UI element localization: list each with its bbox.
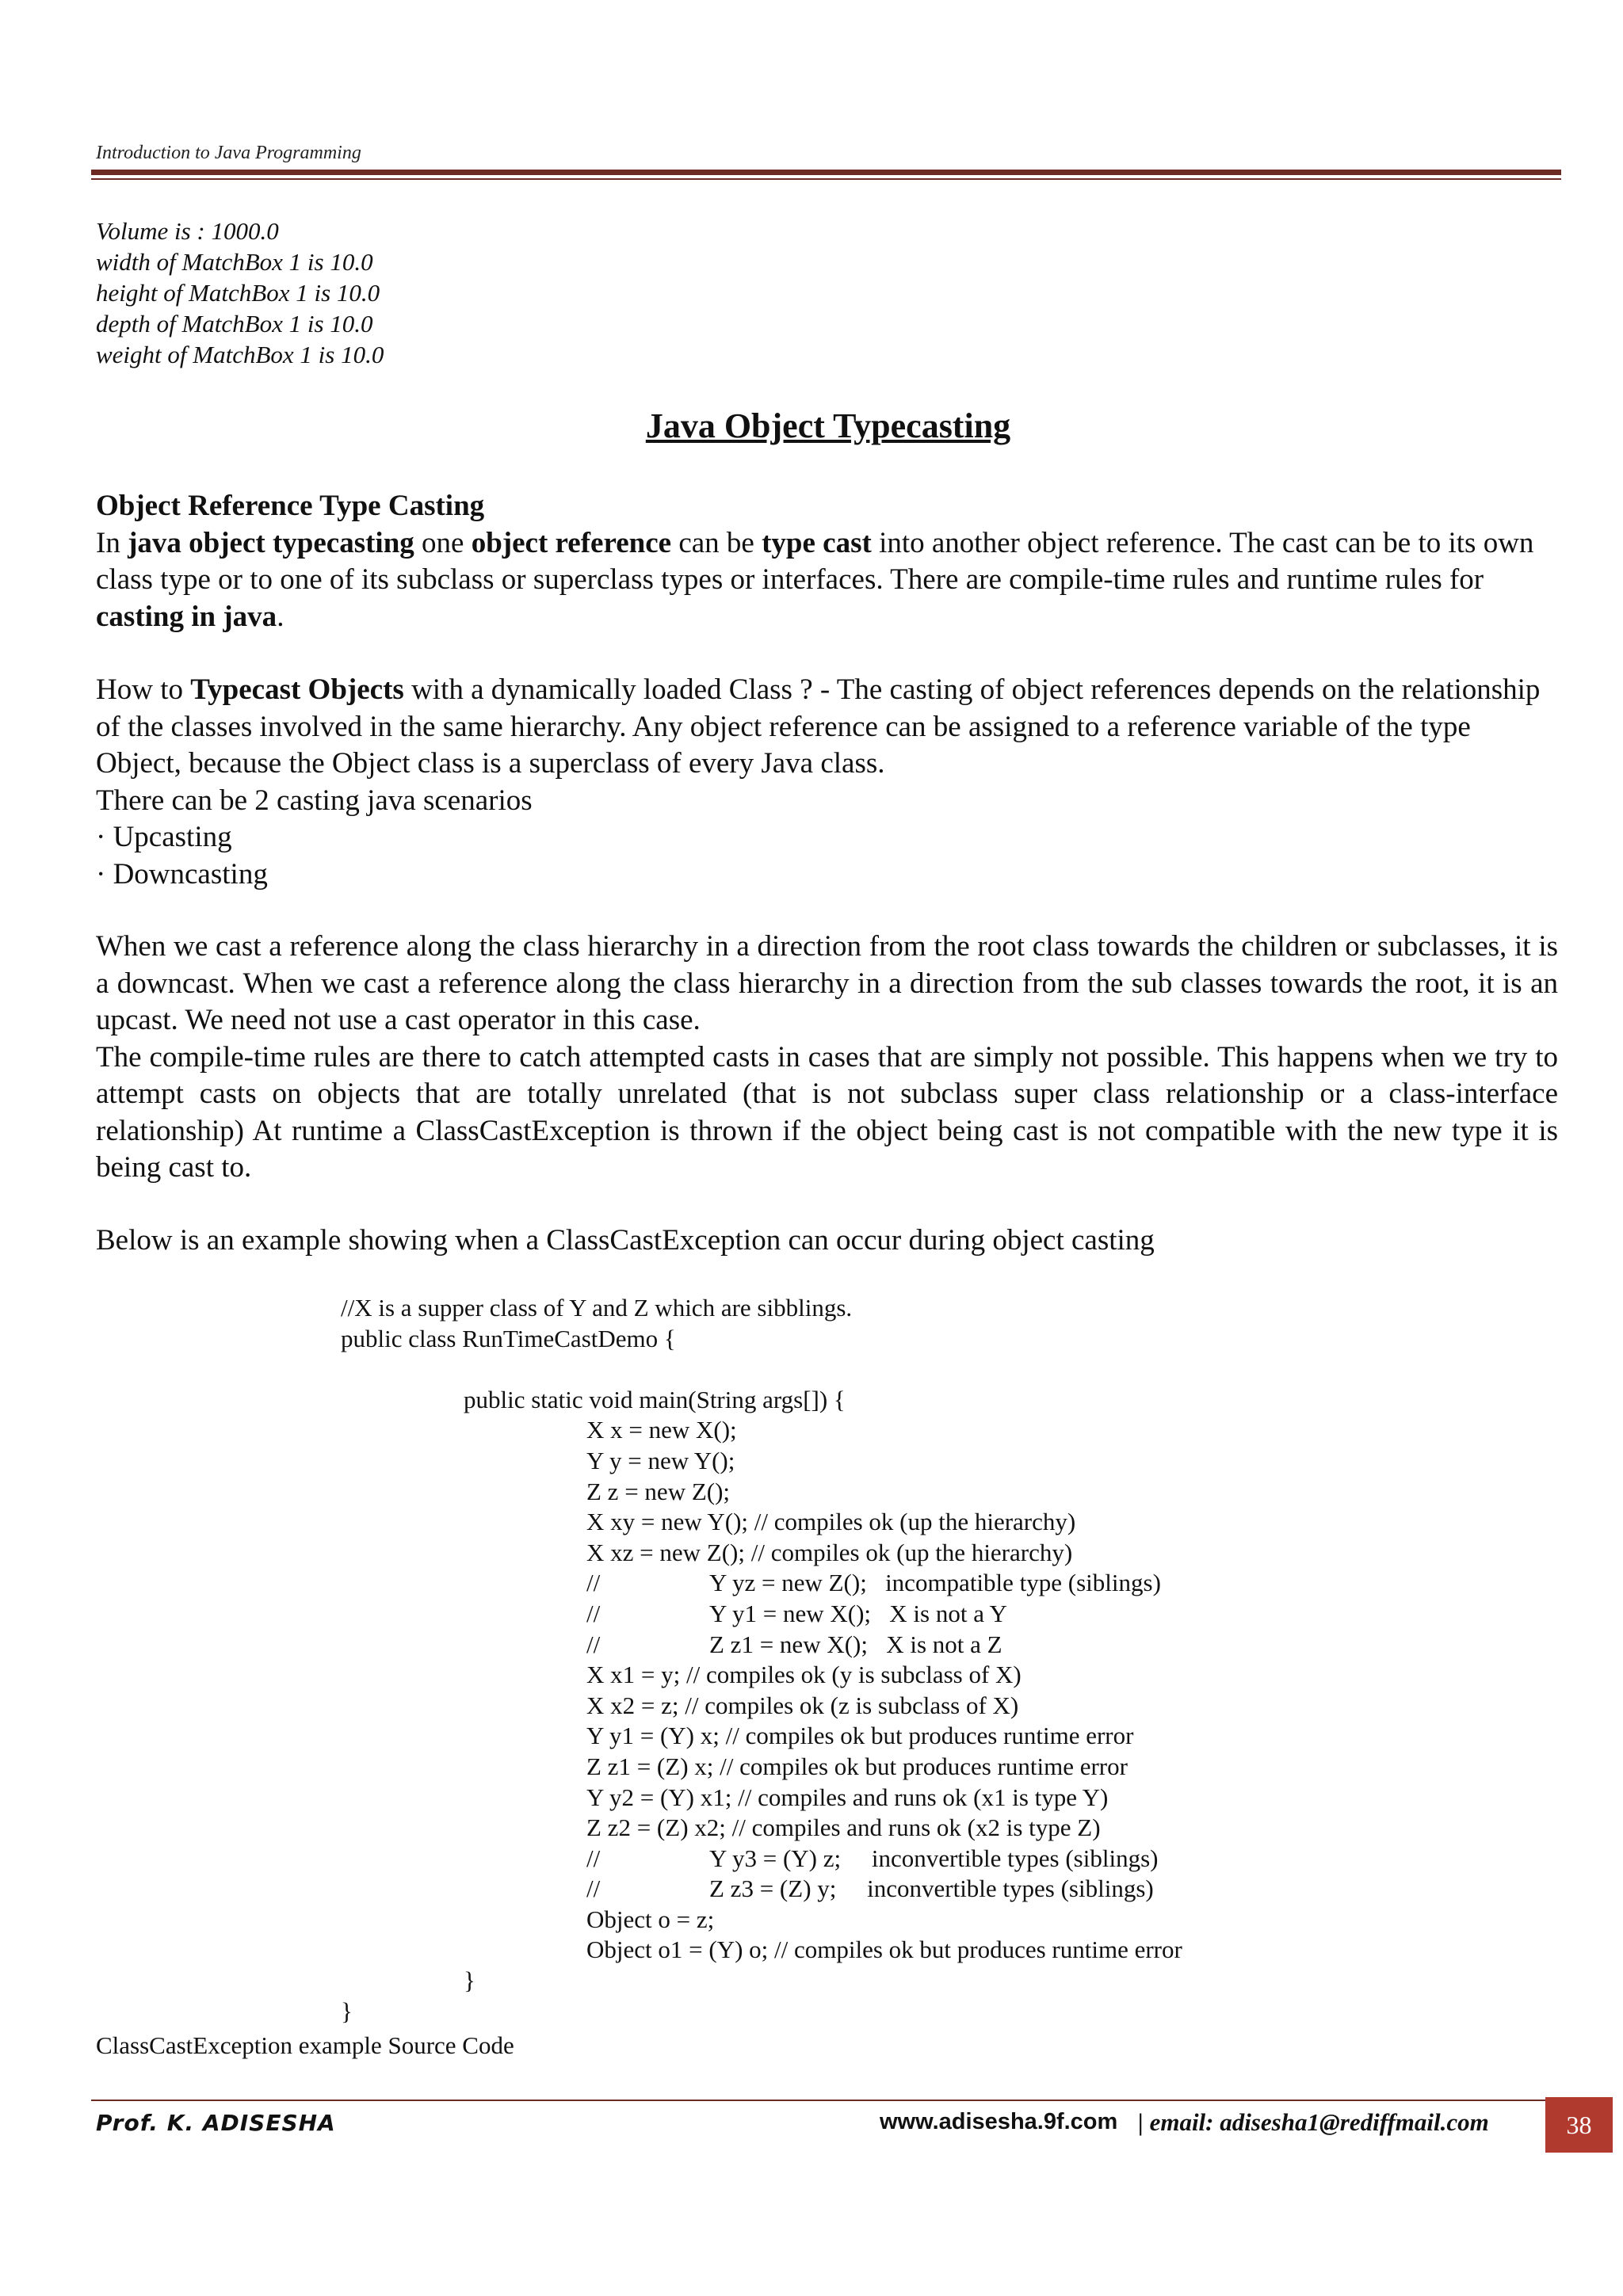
bullet-item: · Upcasting: [96, 821, 232, 853]
code-line: public static void main(String args[]) {: [464, 1385, 846, 1413]
code-listing: [341, 1293, 1371, 2027]
code-line: X xz = new Z(); // compiles ok (up the hierarchy): [586, 1538, 1073, 1566]
paragraph-how-to-typecast: [96, 672, 1558, 893]
code-line: X x1 = y; // compiles ok (y is subclass of X): [586, 1661, 1022, 1689]
bold-term: object reference: [471, 526, 672, 559]
code-line: Object o1 = (Y) o; // compiles ok but produces runtime error: [586, 1936, 1182, 1964]
text-run: In: [96, 526, 128, 559]
output-line: weight of MatchBox 1 is 10.0: [96, 341, 384, 368]
code-line: Y y1 = (Y) x; // compiles ok but produces runtime error: [586, 1722, 1134, 1750]
comment-marker: //: [586, 1875, 601, 1903]
page-number: 38: [1545, 2097, 1613, 2153]
output-line: height of MatchBox 1 is 10.0: [96, 279, 380, 307]
subheading: Object Reference Type Casting: [96, 490, 485, 522]
text-run: one: [414, 526, 472, 559]
code-line: //X is a supper class of Y and Z which are sibblings.: [341, 1294, 853, 1322]
code-commented-line: [341, 1568, 1371, 1599]
code-line: Z z = new Z();: [586, 1477, 731, 1505]
comment-marker: //: [586, 1599, 601, 1627]
paragraph-downcast-upcast: [96, 929, 1558, 1187]
code-blank-line: [341, 1354, 1371, 1385]
output-line: depth of MatchBox 1 is 10.0: [96, 310, 373, 338]
code-text: Z z1 = new X(); X is not a Z: [709, 1630, 1002, 1658]
code-text: Y yz = new Z(); incompatible type (siblings): [709, 1569, 1161, 1597]
code-commented-line: [341, 1874, 1371, 1905]
code-commented-line: [341, 1599, 1371, 1630]
code-line: X x2 = z; // compiles ok (z is subclass of X): [586, 1691, 1019, 1719]
code-commented-line: [341, 1630, 1371, 1661]
code-line: }: [341, 1997, 353, 2025]
header-rule-thin: [91, 178, 1561, 180]
text-run: can be: [671, 526, 762, 559]
code-line: Z z2 = (Z) x2; // compiles and runs ok (x2 is type Z): [586, 1814, 1101, 1842]
header-rule: [91, 170, 1561, 175]
paragraph-object-reference-casting: [96, 488, 1558, 635]
code-caption: ClassCastException example Source Code: [96, 2031, 514, 2059]
header-title: Introduction to Java Programming: [96, 143, 361, 163]
code-line: X xy = new Y(); // compiles ok (up the hierarchy): [586, 1508, 1076, 1536]
code-text: Y y1 = new X(); X is not a Y: [709, 1599, 1007, 1627]
text-run: with a dynamically loaded Class ? - The casting of object references depends on the relationship of the classes involved in the same hierarchy. Any object reference can be assigned to a reference variable of the type Object, because the Object class is a superclass of every Java class.: [96, 673, 1541, 780]
output-line: width of MatchBox 1 is 10.0: [96, 248, 373, 276]
footer-website: www.adisesha.9f.com: [880, 2109, 1118, 2134]
code-line: Z z1 = (Z) x; // compiles ok but produces runtime error: [586, 1752, 1128, 1780]
paragraph-text: [96, 525, 1558, 636]
bold-term: Typecast Objects: [190, 673, 404, 706]
footer-author: Prof. K. ADISESHA: [96, 2110, 336, 2136]
output-line: Volume is : 1000.0: [96, 217, 279, 245]
footer-rule: [91, 2100, 1561, 2101]
footer-email: | email: adisesha1@rediffmail.com: [1138, 2108, 1489, 2136]
paragraph-example-intro: Below is an example showing when a ClassCastException can occur during object casting: [96, 1224, 1155, 1257]
text-run: into another object reference. The cast can be to its own class type or to one of its subclass or superclass types or interfaces. There are compile-time rules and runtime rules for: [96, 526, 1534, 596]
bold-term: casting in java: [96, 600, 277, 633]
bold-term: java object typecasting: [128, 526, 414, 559]
comment-marker: //: [586, 1844, 601, 1872]
paragraph-text: The compile-time rules are there to catch attempted casts in cases that are simply not possible. This happens when we try to attempt casts on objects that are totally unrelated (that is not subclass super class relationship or a class-interface relationship) At runtime a ClassCastException is thrown if the object being cast is not compatible with the new type it is being cast to.: [96, 1040, 1558, 1184]
program-output: [96, 215, 651, 370]
code-text: Y y3 = (Y) z; inconvertible types (siblings): [709, 1844, 1159, 1872]
code-commented-line: [341, 1844, 1371, 1875]
code-line: public class RunTimeCastDemo {: [341, 1324, 676, 1352]
paragraph-line: There can be 2 casting java scenarios: [96, 784, 533, 817]
text-run: .: [277, 600, 285, 633]
paragraph-text: When we cast a reference along the class hierarchy in a direction from the root class towards the children or subclasses, it is a downcast. When we cast a reference along the class hierarchy in a direction from the sub classes towards the root, it is an upcast. We need not use a cast operator in this case.: [96, 930, 1558, 1036]
code-line: X x = new X();: [586, 1416, 737, 1444]
bullet-item: · Downcasting: [96, 857, 268, 891]
code-line: Y y2 = (Y) x1; // compiles and runs ok (x1 is type Y): [586, 1783, 1109, 1811]
comment-marker: //: [586, 1630, 601, 1658]
code-line: Y y = new Y();: [586, 1446, 735, 1474]
bold-term: type cast: [762, 526, 872, 559]
code-line: Object o = z;: [586, 1905, 715, 1933]
code-text: Z z3 = (Z) y; inconvertible types (siblings): [709, 1875, 1154, 1903]
paragraph-text: [96, 672, 1558, 783]
text-run: How to: [96, 673, 191, 706]
section-title: Java Object Typecasting: [645, 406, 1011, 445]
comment-marker: //: [586, 1569, 601, 1597]
code-line: }: [464, 1966, 475, 1995]
